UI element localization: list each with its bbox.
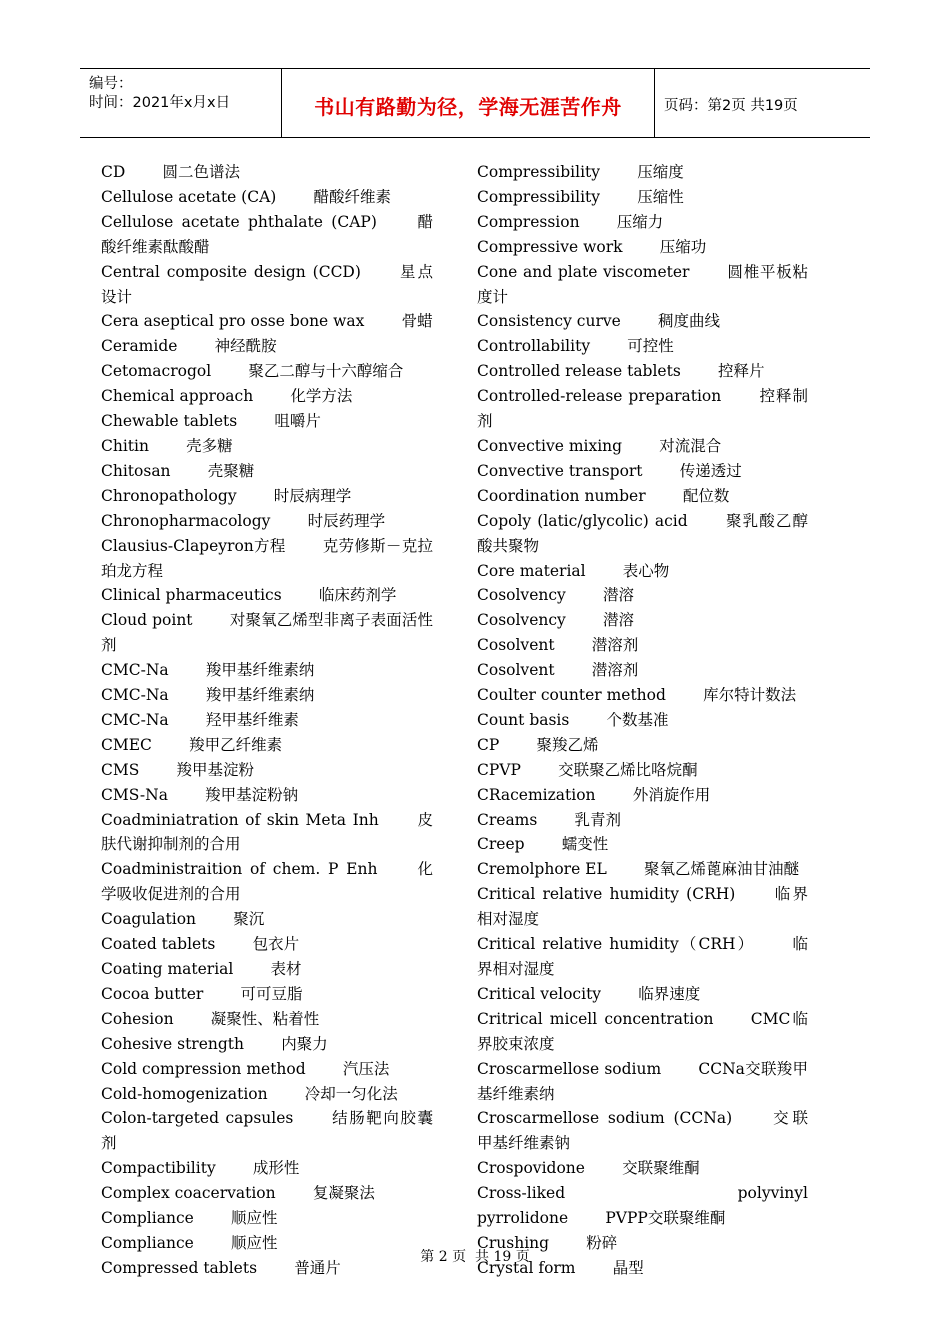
glossary-term: Consistency curve: [477, 312, 621, 331]
glossary-term: Cohesive strength: [101, 1034, 244, 1053]
glossary-term: Croscarmellose sodium (CCNa): [477, 1109, 733, 1128]
glossary-entry: [101, 957, 433, 982]
glossary-term: Cohesion: [101, 1009, 174, 1028]
glossary-term: Chronopathology: [101, 486, 237, 505]
glossary-entry: [477, 160, 808, 185]
glossary-entry: [101, 758, 433, 783]
glossary-term: Cera aseptical pro osse bone wax: [101, 312, 365, 331]
glossary-term: Compliance: [101, 1233, 194, 1252]
glossary-entry: [101, 160, 433, 185]
glossary-term: Complex coacervation: [101, 1184, 276, 1203]
glossary-term: Cloud point: [101, 611, 193, 630]
glossary-translation: 传递透过: [679, 461, 742, 480]
glossary-translation: 羧甲基纤维素纳: [205, 686, 315, 705]
glossary-entry: [477, 359, 808, 384]
glossary-translation: 皮肤代谢抑制剂的合用: [101, 810, 433, 854]
glossary-term: Chitosan: [101, 461, 171, 480]
glossary-term: Compactibility: [101, 1159, 216, 1178]
glossary-entry: [477, 260, 808, 310]
glossary-entry: [101, 1082, 433, 1107]
glossary-entry: [477, 334, 808, 359]
glossary-entry: [101, 583, 433, 608]
glossary-entry: [101, 857, 433, 907]
glossary-entry: [101, 683, 433, 708]
glossary-translation: 压缩力: [616, 212, 664, 231]
glossary-entry: [477, 608, 808, 633]
glossary-entry: [477, 857, 808, 882]
glossary-entry: [101, 434, 433, 459]
glossary-translation: 醋酸纤维素酞酸醋: [101, 212, 433, 256]
glossary-entry: [477, 1057, 808, 1107]
glossary-translation: 羧甲基纤维素纳: [205, 661, 315, 680]
glossary-entry: [477, 832, 808, 857]
glossary-translation: 包衣片: [252, 935, 300, 954]
glossary-term: Coadminiatration of skin Meta Inh: [101, 810, 379, 829]
glossary-translation: 压缩功: [659, 237, 707, 256]
glossary-translation: 临界相对湿度: [477, 935, 808, 978]
glossary-term: Critical relative humidity（CRH）: [477, 935, 756, 954]
glossary-translation: 羧甲基淀粉钠: [205, 785, 299, 804]
glossary-entry: [101, 783, 433, 808]
glossary-term: Copoly (latic/glycolic) acid: [477, 511, 688, 530]
glossary-term: CD: [101, 163, 126, 181]
glossary-translation: 内聚力: [281, 1034, 328, 1053]
glossary-translation: 可可豆脂: [240, 984, 303, 1003]
glossary-term: CMC-Na: [101, 710, 169, 729]
glossary-translation: 库尔特计数法: [703, 686, 797, 705]
glossary-translation: 对流混合: [659, 436, 722, 455]
glossary-term: Crospovidone: [477, 1159, 585, 1178]
glossary-entry: [477, 683, 808, 708]
glossary-entry: [101, 1007, 433, 1032]
header-page-cell: [655, 69, 870, 137]
glossary-term: CRacemization: [477, 785, 596, 804]
glossary-translation: 羧甲基淀粉: [176, 760, 255, 779]
glossary-entry: [101, 808, 433, 858]
glossary-term: Coated tablets: [101, 935, 216, 954]
glossary-term: CMC-Na: [101, 686, 169, 705]
glossary-translation: 晶型: [612, 1258, 644, 1277]
glossary-translation: 可控性: [627, 337, 674, 356]
glossary-term: Compressed tablets: [101, 1258, 258, 1277]
glossary-translation: 克劳修斯－克拉珀龙方程: [101, 536, 433, 580]
glossary-entry: [101, 1057, 433, 1082]
glossary-term: Creams: [477, 810, 538, 829]
glossary-term: Convective transport: [477, 461, 643, 480]
glossary-entry: [101, 932, 433, 957]
motto: 书山有路勤为径，学海无涯苦作舟: [314, 95, 622, 119]
glossary-entry: [477, 210, 808, 235]
glossary-entry: [477, 434, 808, 459]
glossary-entry: [477, 509, 808, 559]
glossary-entry: [477, 882, 808, 932]
glossary-translation: 蠕变性: [561, 835, 609, 854]
glossary-term: Ceramide: [101, 337, 178, 356]
glossary-term: Creep: [477, 835, 525, 854]
glossary-translation: 交联聚维酮: [622, 1159, 700, 1178]
glossary-term: Core material: [477, 561, 586, 580]
glossary-term: Compression: [477, 212, 580, 231]
glossary-translation: 时辰药理学: [307, 511, 386, 530]
glossary-term: CMEC: [101, 735, 152, 754]
glossary-translation: 乳青剂: [574, 810, 622, 829]
glossary-term: Croscarmellose sodium: [477, 1059, 662, 1078]
glossary-term: Colon-targeted capsules: [101, 1109, 294, 1128]
glossary-term: Cone and plate viscometer: [477, 262, 690, 281]
glossary-translation: 聚乙二醇与十六醇缩合: [248, 362, 404, 381]
glossary-entry: [477, 932, 808, 982]
glossary-translation: 压缩度: [637, 163, 684, 181]
glossary-entry: [101, 384, 433, 409]
glossary-entry: [101, 708, 433, 733]
glossary-translation: 聚沉: [233, 910, 265, 929]
glossary-term: Convective mixing: [477, 436, 623, 455]
glossary-term: Critrical micell concentration: [477, 1009, 714, 1028]
glossary-term: Cosolvent: [477, 661, 555, 680]
glossary-term: Coadministraition of chem. P Enh: [101, 860, 378, 879]
glossary-entry: [101, 1181, 433, 1206]
page-header: [80, 68, 870, 138]
glossary-translation: 潜溶: [602, 586, 634, 605]
glossary-term: Cellulose acetate phthalate (CAP): [101, 212, 377, 231]
glossary-translation: 圆椎平板粘度计: [477, 262, 808, 306]
glossary-left-column: [101, 160, 433, 1281]
glossary-entry: [101, 733, 433, 758]
glossary-term: Cocoa butter: [101, 984, 204, 1003]
glossary-translation: 化学吸收促进剂的合用: [101, 860, 433, 904]
doc-number-label: 编号：: [89, 76, 133, 92]
glossary-entry: [477, 559, 808, 584]
glossary-term: Critical velocity: [477, 984, 602, 1003]
glossary-entry: [101, 1206, 433, 1231]
glossary-translation: 羧甲乙纤维素: [189, 735, 283, 754]
glossary-translation: 结肠靶向胶囊剂: [101, 1109, 433, 1153]
glossary-entry: [101, 658, 433, 683]
glossary-translation: 聚氧乙烯蓖麻油甘油醚: [643, 860, 799, 879]
glossary-translation: 临界速度: [638, 984, 701, 1003]
glossary-translation: 壳聚糖: [207, 461, 255, 480]
glossary-entry: [477, 633, 808, 658]
glossary-entry: [477, 733, 808, 758]
glossary-entry: [101, 484, 433, 509]
glossary-entry: [101, 409, 433, 434]
glossary-entry: [101, 1106, 433, 1156]
glossary-translation: 表心物: [622, 561, 670, 580]
glossary-translation: 交联聚乙烯比咯烷酮: [558, 760, 698, 779]
glossary-translation: 聚羧乙烯: [536, 735, 599, 754]
glossary-term: Cellulose acetate (CA): [101, 187, 277, 206]
glossary-translation: 羟甲基纤维素: [205, 710, 299, 729]
glossary-term: Coating material: [101, 960, 234, 978]
glossary-term: Cross-liked polyvinyl pyrrolidone: [477, 1184, 808, 1228]
glossary-translation: 潜溶剂: [591, 661, 639, 680]
glossary-translation: 咀嚼片: [274, 412, 321, 431]
header-motto-cell: [282, 69, 655, 137]
glossary-translation: 星点设计: [101, 262, 433, 306]
glossary-entry: [101, 459, 433, 484]
glossary-translation: 压缩性: [637, 187, 684, 206]
glossary-translation: 顺应性: [231, 1233, 278, 1252]
glossary-term: Compliance: [101, 1209, 194, 1228]
glossary-translation: 骨蜡: [401, 312, 433, 331]
glossary-translation: 稠度曲线: [657, 312, 720, 331]
glossary-term: Crushing: [477, 1233, 550, 1252]
glossary-term: Compressibility: [477, 187, 601, 206]
glossary-translation: 控释片: [717, 362, 765, 381]
glossary-term: Chitin: [101, 436, 149, 455]
glossary-entry: [477, 484, 808, 509]
glossary-entry: [477, 459, 808, 484]
glossary-translation: 成形性: [252, 1159, 300, 1178]
glossary-term: Coagulation: [101, 910, 197, 929]
glossary-translation: 醋酸纤维素: [313, 187, 392, 206]
glossary-translation: 潜溶: [602, 611, 634, 630]
glossary-term: CMS-Na: [101, 785, 168, 804]
glossary-translation: 控释制剂: [477, 387, 808, 431]
header-meta-cell: [80, 69, 282, 137]
glossary-entry: [101, 210, 433, 260]
glossary-translation: 时辰病理学: [273, 486, 352, 505]
glossary-term: Cosolvency: [477, 586, 566, 605]
glossary-term: Controlled-release preparation: [477, 387, 722, 406]
glossary-translation: 壳多糖: [186, 436, 233, 455]
glossary-term: Compressibility: [477, 163, 601, 181]
glossary-term: Cosolvent: [477, 636, 555, 655]
glossary-term: Crystal form: [477, 1258, 576, 1277]
glossary-term: Controllability: [477, 337, 591, 356]
glossary-term: Chronopharmacology: [101, 511, 271, 530]
glossary-term: Compressive work: [477, 237, 623, 256]
glossary-entry: [477, 1156, 808, 1181]
glossary-translation: 对聚氧乙烯型非离子表面活性剂: [101, 611, 433, 655]
glossary-entry: [101, 907, 433, 932]
glossary-translation: 化学方法: [290, 387, 353, 406]
glossary-term: Clinical pharmaceutics: [101, 586, 282, 605]
glossary-entry: [101, 260, 433, 310]
glossary-entry: [477, 583, 808, 608]
glossary-translation: 汽压法: [342, 1059, 390, 1078]
glossary-entry: [477, 309, 808, 334]
glossary-term: Count basis: [477, 710, 570, 729]
glossary-entry: [477, 808, 808, 833]
glossary-term: Critical relative humidity (CRH): [477, 885, 736, 904]
glossary-entry: [477, 658, 808, 683]
glossary-entry: [101, 309, 433, 334]
glossary-translation: 临床药剂学: [318, 586, 397, 605]
glossary-entry: [101, 608, 433, 658]
glossary-entry: [477, 708, 808, 733]
glossary-translation: 聚乳酸乙醇酸共聚物: [477, 511, 808, 555]
glossary-translation: 普通片: [294, 1258, 341, 1277]
glossary-entry: [477, 758, 808, 783]
glossary-translation: 个数基准: [606, 710, 669, 729]
glossary-term: Cold-homogenization: [101, 1084, 268, 1103]
glossary-term: Chewable tablets: [101, 412, 238, 431]
glossary-entry: [101, 509, 433, 534]
glossary-entry: [101, 982, 433, 1007]
glossary-translation: 神经酰胺: [214, 337, 277, 356]
glossary-translation: 圆二色谱法: [162, 163, 240, 181]
glossary-entry: [477, 235, 808, 260]
glossary-right-column: [477, 160, 808, 1281]
glossary-entry: [101, 359, 433, 384]
glossary-entry: [477, 384, 808, 434]
glossary-translation: 外消旋作用: [632, 785, 711, 804]
glossary-term: Clausius-Clapeyron方程: [101, 536, 286, 555]
glossary-translation: 交联甲基纤维素钠: [477, 1109, 808, 1153]
glossary-entry: [101, 534, 433, 584]
glossary-entry: [477, 783, 808, 808]
glossary-translation: 表材: [270, 960, 302, 978]
glossary-entry: [477, 1181, 808, 1231]
glossary-term: Cold compression method: [101, 1059, 306, 1078]
page-footer: 第 2 页 共 19 页: [420, 1249, 530, 1265]
glossary-term: CPVP: [477, 760, 521, 779]
glossary-term: Coulter counter method: [477, 686, 666, 705]
glossary-translation: 顺应性: [231, 1209, 278, 1228]
glossary-term: CP: [477, 735, 500, 754]
glossary-translation: 冷却一匀化法: [304, 1084, 398, 1103]
glossary-entry: [101, 334, 433, 359]
glossary-translation: CMC临界胶束浓度: [477, 1009, 808, 1053]
glossary-entry: [477, 1007, 808, 1057]
glossary-translation: 临界相对湿度: [477, 885, 808, 929]
glossary-translation: 复凝聚法: [312, 1184, 375, 1203]
glossary-entry: [477, 185, 808, 210]
glossary-term: Chemical approach: [101, 387, 254, 406]
glossary-entry: [477, 1106, 808, 1156]
glossary-entry: [101, 1156, 433, 1181]
glossary-translation: 凝聚性、粘着性: [210, 1009, 320, 1028]
glossary-entry: [101, 1032, 433, 1057]
glossary-term: Coordination number: [477, 486, 646, 505]
glossary-translation: PVPP交联聚维酮: [605, 1209, 726, 1228]
glossary-translation: 潜溶剂: [591, 636, 639, 655]
glossary-term: CMC-Na: [101, 661, 169, 680]
glossary-translation: 粉碎: [586, 1233, 618, 1252]
glossary-entry: [477, 982, 808, 1007]
time-label: 时间：2021年x月x日: [89, 95, 231, 111]
glossary-translation: 配位数: [682, 486, 730, 505]
page-code: 页码：第2页 共19页: [664, 98, 798, 114]
glossary-term: Cosolvency: [477, 611, 566, 630]
glossary-term: Central composite design (CCD): [101, 262, 361, 281]
glossary-term: CMS: [101, 760, 140, 779]
glossary-translation: CCNa交联羧甲基纤维素纳: [477, 1059, 808, 1103]
glossary-entry: [101, 185, 433, 210]
glossary-term: Cetomacrogol: [101, 362, 212, 381]
glossary-term: Cremolphore EL: [477, 860, 607, 879]
glossary-term: Controlled release tablets: [477, 362, 681, 381]
